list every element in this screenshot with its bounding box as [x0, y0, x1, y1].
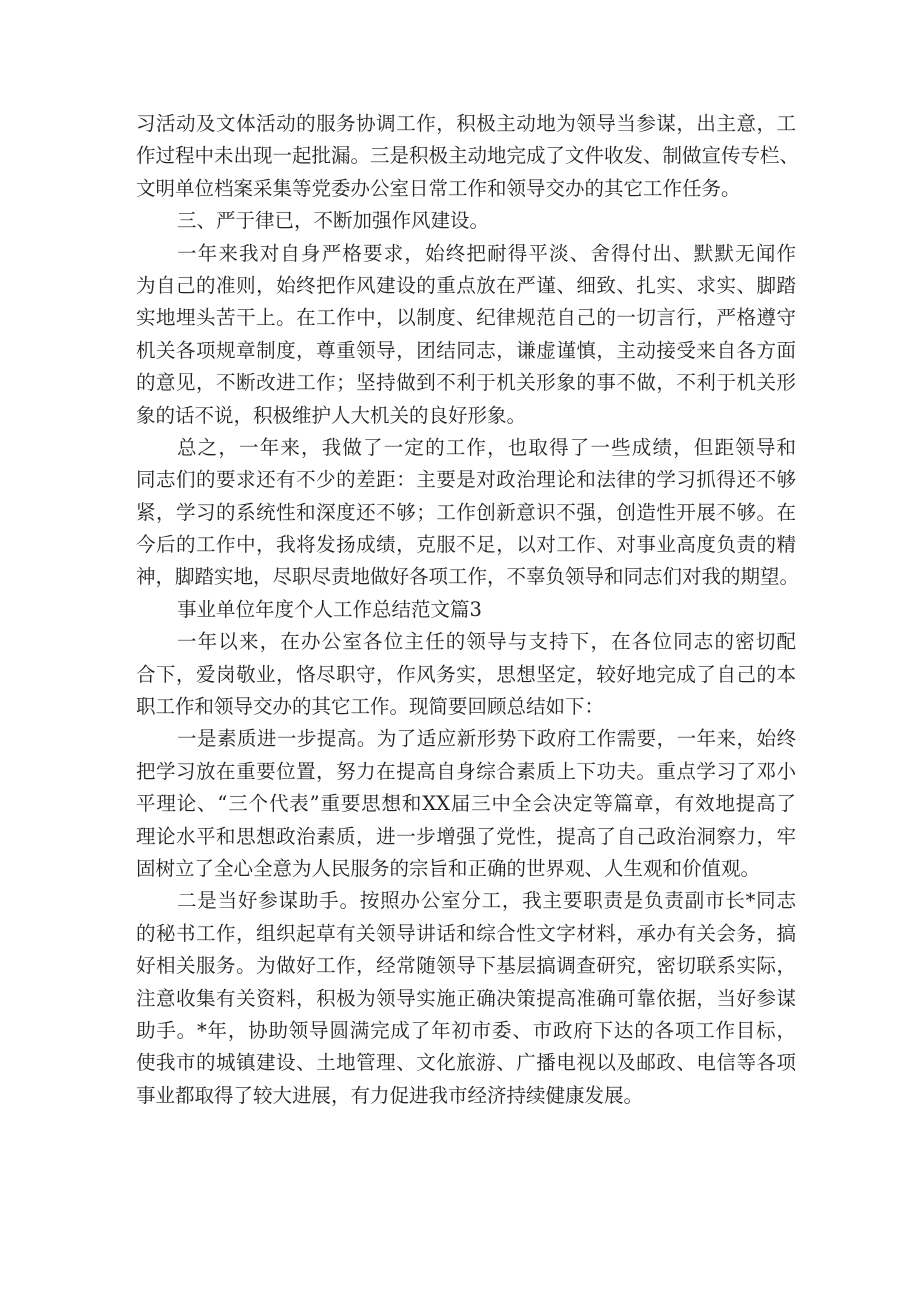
document-body [136, 108, 800, 1112]
text-line: 一年来我对自身严格要求，始终把耐得平淡、舍得付出、默默无闻作 [177, 241, 796, 265]
text-line: 注意收集有关资料，积极为领导实施正确决策提高准确可靠依据，当好参谋 [136, 986, 796, 1010]
text-line: 固树立了全心全意为人民服务的宗旨和正确的世界观、人生观和价值观。 [136, 856, 761, 880]
text-line: 实地埋头苦干上。在工作中，以制度、纪律规范自己的一切言行，严格遵守 [136, 306, 796, 330]
text-line: 平理论、“三个代表”重要思想和XX届三中全会决定等篇章，有效地提高了 [136, 792, 796, 816]
section-heading: 三、严于律已，不断加强作风建设。 [177, 209, 490, 233]
text-line: 的秘书工作，组织起草有关领导讲话和综合性文字材料，承办有关会务，搞 [136, 921, 796, 945]
text-line: 合下，爱岗敬业，恪尽职守，作风务实，思想坚定，较好地完成了自己的本 [136, 662, 796, 686]
text-line: 把学习放在重要位置，努力在提高自身综合素质上下功夫。重点学习了邓小 [136, 759, 796, 783]
text-line: 一年以来，在办公室各位主任的领导与支持下，在各位同志的密切配 [177, 630, 796, 654]
text-line: 为自己的准则，始终把作风建设的重点放在严谨、细致、扎实、求实、脚踏 [136, 273, 796, 297]
article-title: 事业单位年度个人工作总结范文篇3 [177, 597, 482, 621]
text-line: 紧，学习的系统性和深度还不够；工作创新意识不强，创造性开展不够。在 [136, 500, 796, 524]
text-line: 总之，一年来，我做了一定的工作，也取得了一些成绩，但距领导和 [177, 435, 796, 459]
text-line: 作过程中未出现一起批漏。三是积极主动地完成了文件收发、制做宣传专栏、 [136, 144, 800, 168]
text-line: 的意见，不断改进工作；坚持做到不利于机关形象的事不做，不利于机关形 [136, 371, 796, 395]
text-line: 好相关服务。为做好工作，经常随领导下基层搞调查研究，密切联系实际， [136, 954, 796, 978]
text-line: 助手。*年，协助领导圆满完成了年初市委、市政府下达的各项工作目标， [136, 1018, 796, 1042]
text-line: 二是当好参谋助手。按照办公室分工，我主要职责是负责副市长*同志 [177, 889, 796, 913]
text-line: 事业都取得了较大进展，有力促进我市经济持续健康发展。 [136, 1083, 644, 1107]
text-line: 机关各项规章制度，尊重领导，团结同志，谦虚谨慎，主动接受来自各方面 [136, 338, 796, 362]
text-line: 同志们的要求还有不少的差距：主要是对政治理论和法律的学习抓得还不够 [136, 468, 796, 492]
text-line: 象的话不说，积极维护人大机关的良好形象。 [136, 403, 527, 427]
text-line: 职工作和领导交办的其它工作。现简要回顾总结如下： [136, 695, 605, 719]
text-line: 习活动及文体活动的服务协调工作，积极主动地为领导当参谋，出主意，工 [136, 112, 796, 135]
text-line: 文明单位档案采集等党委办公室日常工作和领导交办的其它工作任务。 [136, 176, 741, 200]
text-line: 理论水平和思想政治素质，进一步增强了党性，提高了自己政治洞察力，牢 [136, 824, 796, 848]
text-line: 一是素质进一步提高。为了适应新形势下政府工作需要，一年来，始终 [177, 727, 796, 751]
text-line: 神，脚踏实地，尽职尽责地做好各项工作，不辜负领导和同志们对我的期望。 [136, 565, 800, 589]
text-line: 今后的工作中，我将发扬成绩，克服不足，以对工作、对事业高度负责的精 [136, 533, 796, 557]
text-line: 使我市的城镇建设、土地管理、文化旅游、广播电视以及邮政、电信等各项 [136, 1051, 796, 1075]
